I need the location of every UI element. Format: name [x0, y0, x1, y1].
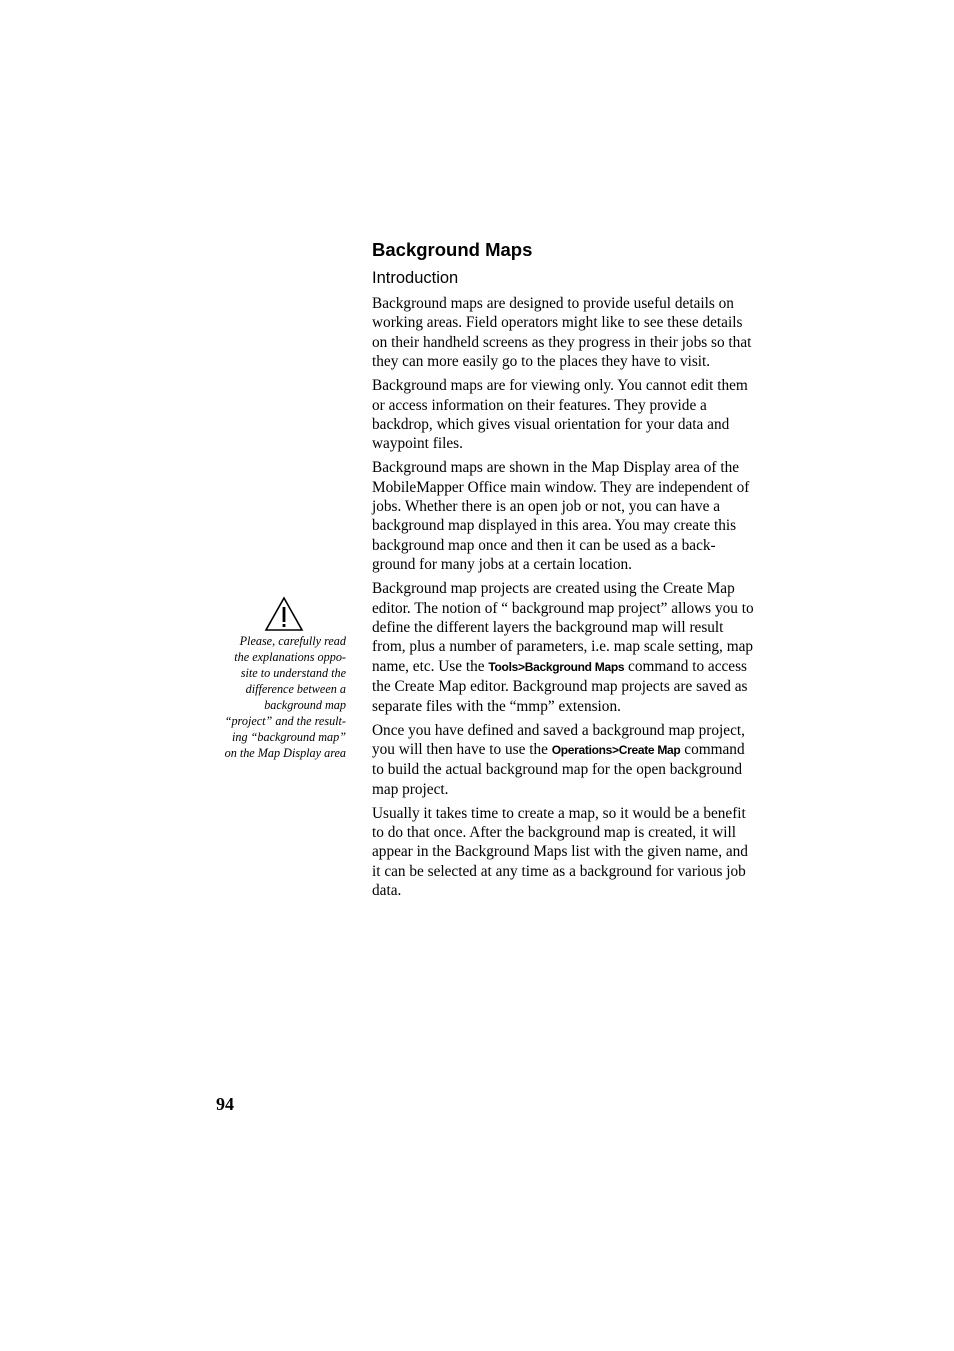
side-note-line: Please, carefully read — [239, 634, 346, 648]
side-note-line: site to understand the — [240, 666, 346, 680]
command-operations-create-map: Operations>Create Map — [551, 742, 681, 757]
side-note — [214, 633, 346, 761]
paragraph-4 — [372, 579, 756, 716]
side-note-line: background map — [264, 698, 346, 712]
section-title: Background Maps — [372, 239, 533, 260]
paragraph-5 — [372, 721, 756, 800]
side-note-line: ing “background map” — [232, 730, 346, 744]
side-note-line: difference between a — [245, 682, 346, 696]
side-note-line: on the Map Display area — [224, 746, 346, 760]
paragraph-1: Background maps are designed to provide useful details on working areas. Field operators might like to see these details on their handheld screens as they progress in their jobs so that they can more easily go to the places they have to visit. — [372, 295, 752, 371]
paragraph-5-text: Once you have defined and saved a background map project, you will then have to use the — [372, 721, 745, 758]
paragraph-4-text: Background map projects are created using the Create Map editor. The notion of “ background map project” allows you to define the different layers the background map will result from, plus a number of parameters, i.e. map scale setting, map name, etc. Use the — [372, 580, 754, 675]
page-number: 94 — [216, 1094, 234, 1114]
paragraph-4-text-end: command to access the Create Map editor. Background map projects are saved as separate files with the “mmp” extension. — [372, 657, 748, 715]
side-note-line: “project” and the result- — [224, 714, 346, 728]
paragraph-5-text-end: command to build the actual background map for the open background map project. — [372, 740, 745, 798]
paragraph-2: Background maps are for viewing only. You cannot edit them or access information on their features. They provide a backdrop, which gives visual orientation for your data and waypoint files. — [372, 377, 748, 453]
paragraph-6: Usually it takes time to create a map, so it would be a benefit to do that once. After the background map is created, it will appear in the Background Maps list with the given name, and it can be selected at any time as a background for various job data. — [372, 804, 748, 900]
body-text — [372, 294, 756, 905]
side-note-line: the explanations oppo- — [234, 650, 346, 664]
paragraph-3: Background maps are shown in the Map Display area of the MobileMapper Office main window. They are independent of jobs. Whether there is an open job or not, you can have a background map displayed in this area. You may create this background map once and then it can be used as a back-ground for many jobs at a certain location. — [372, 459, 750, 574]
command-tools-background-maps: Tools>Background Maps — [488, 659, 625, 674]
warning-icon — [264, 596, 304, 632]
subsection-title: Introduction — [372, 269, 459, 287]
